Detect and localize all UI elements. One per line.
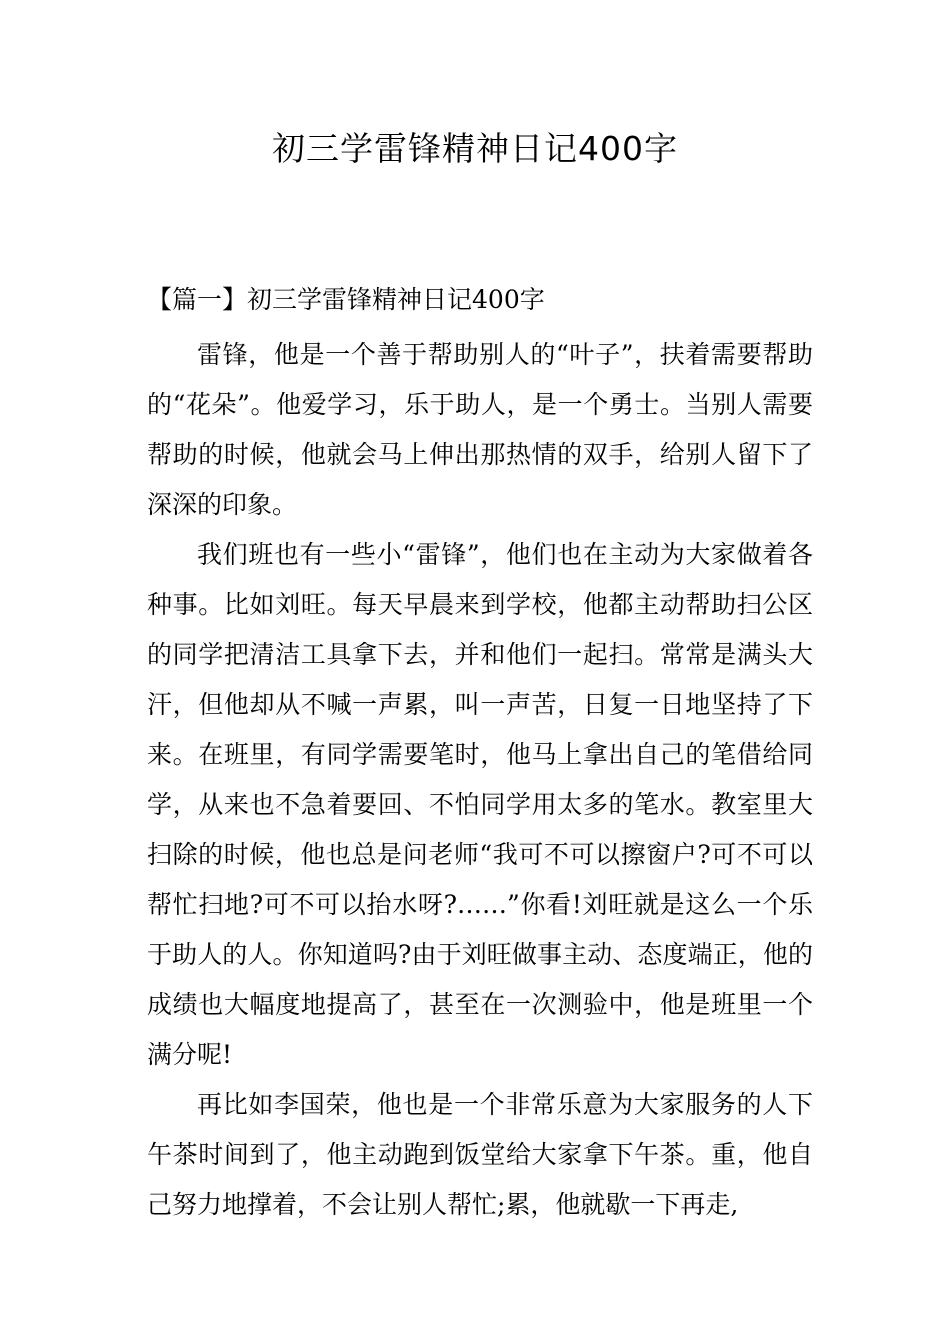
paragraph-2: 我们班也有一些小“雷锋”，他们也在主动为大家做着各种事。比如刘旺。每天早晨来到学校，他都主动帮助扫公区的同学把清洁工具拿下去，并和他们一起扫。常常是满头大汗，但他却从不喊一声累，叫一声苦，日复一日地坚持了下来。在班里，有同学需要笔时，他马上拿出自己的笔借给同学，从来也不急着要回、不怕同学用太多的笔水。教室里大扫除的时候，他也总是问老师“我可不可以擦窗户?可不可以帮忙扫地?可不可以抬水呀?……”你看!刘旺就是这么一个乐于助人的人。你知道吗?由于刘旺做事主动、态度端正，他的成绩也大幅度地提高了，甚至在一次测验中，他是班里一个满分呢! (147, 540, 813, 1069)
paragraph-3: 再比如李国荣，他也是一个非常乐意为大家服务的人下午茶时间到了，他主动跑到饭堂给大家拿下午茶。重，他自己努力地撑着，不会让别人帮忙;累，他就歇一下再走, (147, 1090, 813, 1219)
paragraph-1: 雷锋，他是一个善于帮助别人的“叶子”，扶着需要帮助的“花朵”。他爱学习，乐于助人，是一个勇士。当别人需要帮助的时候，他就会马上伸出那热情的双手，给别人留下了深深的印象。 (147, 340, 813, 519)
section-heading: 【篇一】初三学雷锋精神日记400字 (147, 285, 545, 314)
document-title: 初三学雷锋精神日记400字 (272, 129, 678, 168)
document-body (147, 280, 813, 1230)
